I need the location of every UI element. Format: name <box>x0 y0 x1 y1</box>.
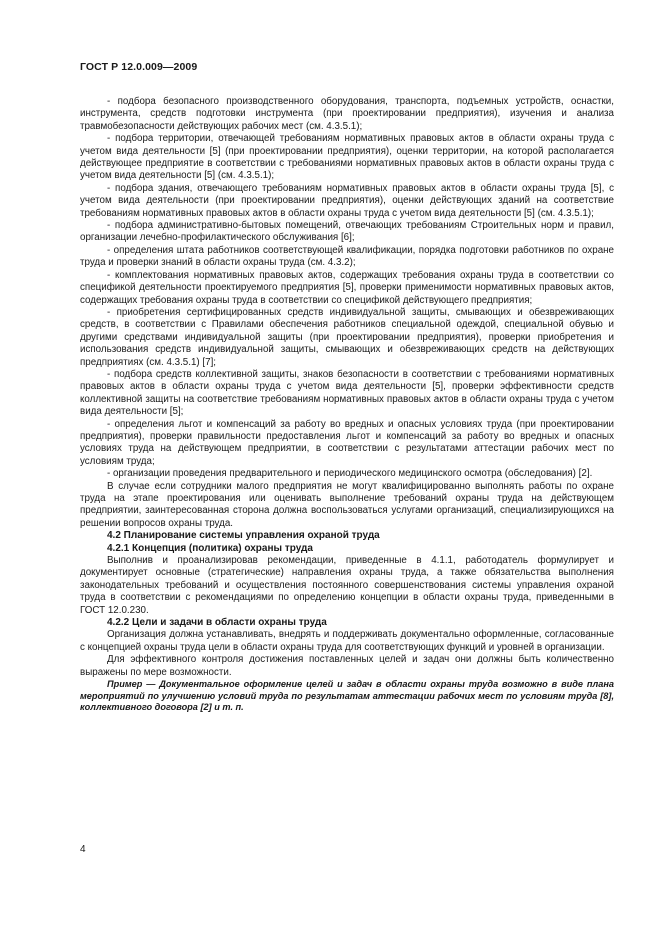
example-note: Пример — Документальное оформление целей и задач в области охраны труда возможно в виде плана мероприятий по улучшению условий труда по результатам аттестации рабочих мест по условиям труда [8], коллективного договора [2] и т. п. <box>80 679 614 713</box>
section-heading-4-2: 4.2 Планирование системы управления охраной труда <box>107 530 380 542</box>
paragraph: - подбора средств коллективной защиты, знаков безопасности в соответствии с требованиями нормативных правовых актов в области охраны труда с учетом вида деятельности [5], проверки эффективности средств коллективной защиты на соответствие требованиям нормативных правовых актов в области охраны труда с учетом вида деятельности [5]; <box>80 368 614 418</box>
paragraph: - определения штата работников соответствующей квалификации, порядка подготовки работников по охране труда и проверки знаний в области охраны труда (см. 4.3.2); <box>80 244 614 269</box>
paragraph: В случае если сотрудники малого предприятия не могут квалифицированно выполнять работы по охране труда на этапе проектирования или оценивать выполнение требований охраны труда на действующем предприятии, заинтересованная сторона должна воспользоваться услугами организаций, специализирующихся на решении вопросов охраны труда. <box>80 480 614 529</box>
paragraph: Организация должна устанавливать, внедрять и поддерживать документально оформленные, согласованные с концепцией охраны труда цели в области охраны труда для соответствующих функций и уровней в организации. <box>80 629 614 653</box>
section-heading-4-2-1: 4.2.1 Концепция (политика) охраны труда <box>107 542 313 554</box>
page-number: 4 <box>80 844 86 855</box>
paragraph: - приобретения сертифицированных средств индивидуальной защиты, смывающих и обезвреживающих средств, в соответствии с Правилами обеспечения работников специальной одеждой, специальной обувью и другими средствами индивидуальной защиты (при проектировании предприятия), проверки приобретения и использования средств индивидуальной защиты, смывающих и обезвреживающих средств на действующих предприятиях (см. 4.3.5.1) [7]; <box>80 306 614 368</box>
paragraph: - подбора территории, отвечающей требованиям нормативных правовых актов в области охраны труда с учетом вида деятельности [5] (при проектировании предприятия), оценки территории, на которой располагается действующее предприятие в соответствии с требованиями нормативных правовых актов в области охраны труда с учетом вида деятельности [5] (см. 4.3.5.1); <box>80 133 614 182</box>
paragraph: - определения льгот и компенсаций за работу во вредных и опасных условиях труда (при проектировании предприятия), проверки правильности предоставления льгот и компенсаций за работу во вредных и опасных условиях труда на действующем предприятии, в соответствии с результатами аттестации рабочих мест по условиям труда; <box>80 418 614 467</box>
paragraph: - организации проведения предварительного и периодического медицинского осмотра (обследования) [2]. <box>107 468 593 480</box>
paragraph: - комплектования нормативных правовых актов, содержащих требования охраны труда в соответствии со спецификой деятельности проектируемого предприятия [5], проверки применимости нормативных правовых актов, содержащих требования охраны труда в соответствии со спецификой действующего предприятия; <box>80 269 614 306</box>
paragraph: Выполнив и проанализировав рекомендации, приведенные в 4.1.1, работодатель формулирует и документирует основные (стратегические) направления охраны труда, а также обязательства выполнения законодательных требований и осуществления постоянного совершенствования системы управления охраной труда в соответствии с рекомендациями по определению концепции в области охраны труда, приведенными в ГОСТ 12.0.230. <box>80 555 614 616</box>
paragraph: Для эффективного контроля достижения поставленных целей и задач они должны быть количественно выражены по мере возможности. <box>80 654 614 678</box>
section-heading-4-2-2: 4.2.2 Цели и задачи в области охраны труда <box>107 617 327 629</box>
paragraph: - подбора безопасного производственного оборудования, транспорта, подъемных устройств, оснастки, инструмента, средств подготовки инструмента (при проектировании предприятия), изучения и анализа травмобезопасности действующих рабочих мест (см. 4.3.5.1); <box>80 96 614 132</box>
document-body <box>80 96 614 714</box>
paragraph: - подбора административно-бытовых помещений, отвечающих требованиям Строительных норм и правил, организации лечебно-профилактического обслуживания [6]; <box>80 220 614 244</box>
document-header: ГОСТ Р 12.0.009—2009 <box>80 61 198 73</box>
paragraph: - подбора здания, отвечающего требованиям нормативных правовых актов в области охраны труда [5], с учетом вида деятельности (при проектировании предприятия), оценки действующих зданий на соответствие требованиям нормативных правовых актов в области охраны труда с учетом вида деятельности [5] (см. 4.3.5.1); <box>80 182 614 219</box>
